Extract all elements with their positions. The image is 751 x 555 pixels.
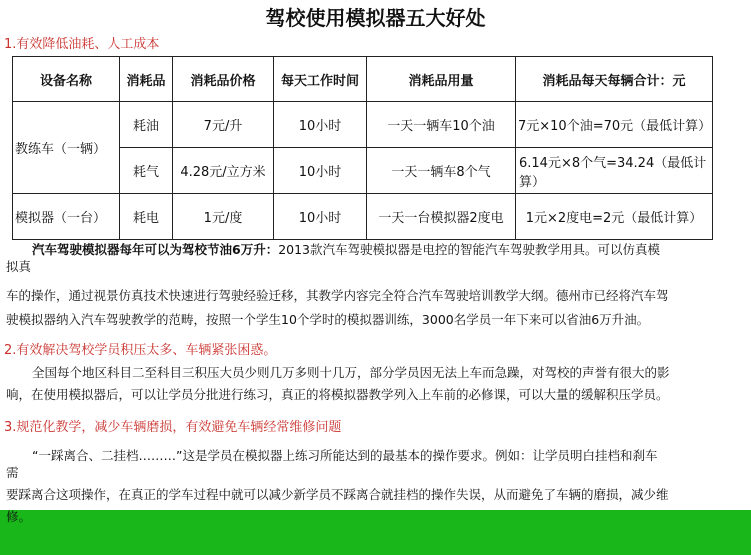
cell-price: 7元/升	[173, 102, 274, 148]
table-row	[13, 102, 713, 148]
cost-table	[12, 56, 713, 240]
cell-item: 耗电	[120, 194, 173, 240]
cell-price: 1元/度	[173, 194, 274, 240]
paragraph-1-line-3: 车的操作，通过视景仿真技术快速进行驾驶经验迁移，其教学内容完全符合汽车驾驶培训教学大纲。德州市已经将汽车驾	[6, 288, 669, 303]
paragraph-1-line-1	[6, 241, 748, 258]
header-total: 消耗品每天每辆合计：元	[516, 57, 713, 102]
header-price: 消耗品价格	[173, 57, 274, 102]
table-header-row	[13, 57, 713, 102]
paragraph-2-line-1: 全国每个地区科目二至科目三积压大员少则几万多则十几万，部分学员因无法上车而急躁，对驾校的声誉有很大的影	[32, 365, 670, 380]
section-heading-3: 3.规范化教学，减少车辆磨损，有效避免车辆经常维修问题	[4, 420, 342, 435]
paragraph-3-line-2: 需	[6, 465, 19, 480]
header-device: 设备名称	[13, 57, 120, 102]
cell-device: 教练车（一辆）	[13, 102, 120, 194]
cell-total: 6.14元×8个气=34.24（最低计算）	[516, 148, 713, 194]
section-heading-1: 1.有效降低油耗、人工成本	[4, 37, 160, 52]
page-title: 驾校使用模拟器五大好处	[265, 6, 486, 30]
cell-usage: 一天一辆车8个气	[367, 148, 516, 194]
header-hours: 每天工作时间	[274, 57, 367, 102]
paragraph-3-line-1: “一踩离合、二挂档………”这是学员在模拟器上练习所能达到的最基本的操作要求。例如：让学员明白挂档和刹车	[32, 448, 658, 463]
cell-price: 4.28元/立方米	[173, 148, 274, 194]
header-item: 消耗品	[120, 57, 173, 102]
paragraph-2	[6, 362, 748, 406]
cell-usage: 一天一辆车10个油	[367, 102, 516, 148]
cell-total: 1元×2度电=2元（最低计算）	[516, 194, 713, 240]
header-usage: 消耗品用量	[367, 57, 516, 102]
paragraph-1-bold: 汽车驾驶模拟器每年可以为驾校节油6万升：	[32, 242, 279, 257]
cell-hours: 10小时	[274, 102, 367, 148]
table-row	[13, 194, 713, 240]
cell-item: 耗气	[120, 148, 173, 194]
paragraph-1	[6, 241, 748, 332]
paragraph-1-line-2: 拟真	[6, 259, 32, 274]
paragraph-1-text: 2013款汽车驾驶模拟器是电控的智能汽车驾驶教学用具。可以仿真模	[278, 242, 661, 257]
paragraph-3	[6, 447, 748, 528]
cell-total: 7元×10个油=70元（最低计算）	[516, 102, 713, 148]
cell-usage: 一天一台模拟器2度电	[367, 194, 516, 240]
cell-hours: 10小时	[274, 148, 367, 194]
paragraph-3-line-3: 要踩离合这项操作，在真正的学车过程中就可以减少新学员不踩离合就挂档的操作失误，从而避免了车辆的磨损，减少维	[6, 487, 669, 502]
paragraph-3-line-4: 修。	[6, 509, 32, 524]
cell-item: 耗油	[120, 102, 173, 148]
paragraph-1-line-4: 驶模拟器纳入汽车驾驶教学的范畴，按照一个学生10个学时的模拟器训练，3000名学员一年下来可以省油6万升油。	[6, 312, 650, 327]
section-heading-2: 2.有效解决驾校学员积压太多、车辆紧张困惑。	[4, 343, 277, 358]
cell-device: 模拟器（一台）	[13, 194, 120, 240]
cell-hours: 10小时	[274, 194, 367, 240]
paragraph-2-line-2: 响，在使用模拟器后，可以让学员分批进行练习，真正的将模拟器教学列入上车前的必修课，可以大量的缓解积压学员。	[6, 387, 669, 402]
